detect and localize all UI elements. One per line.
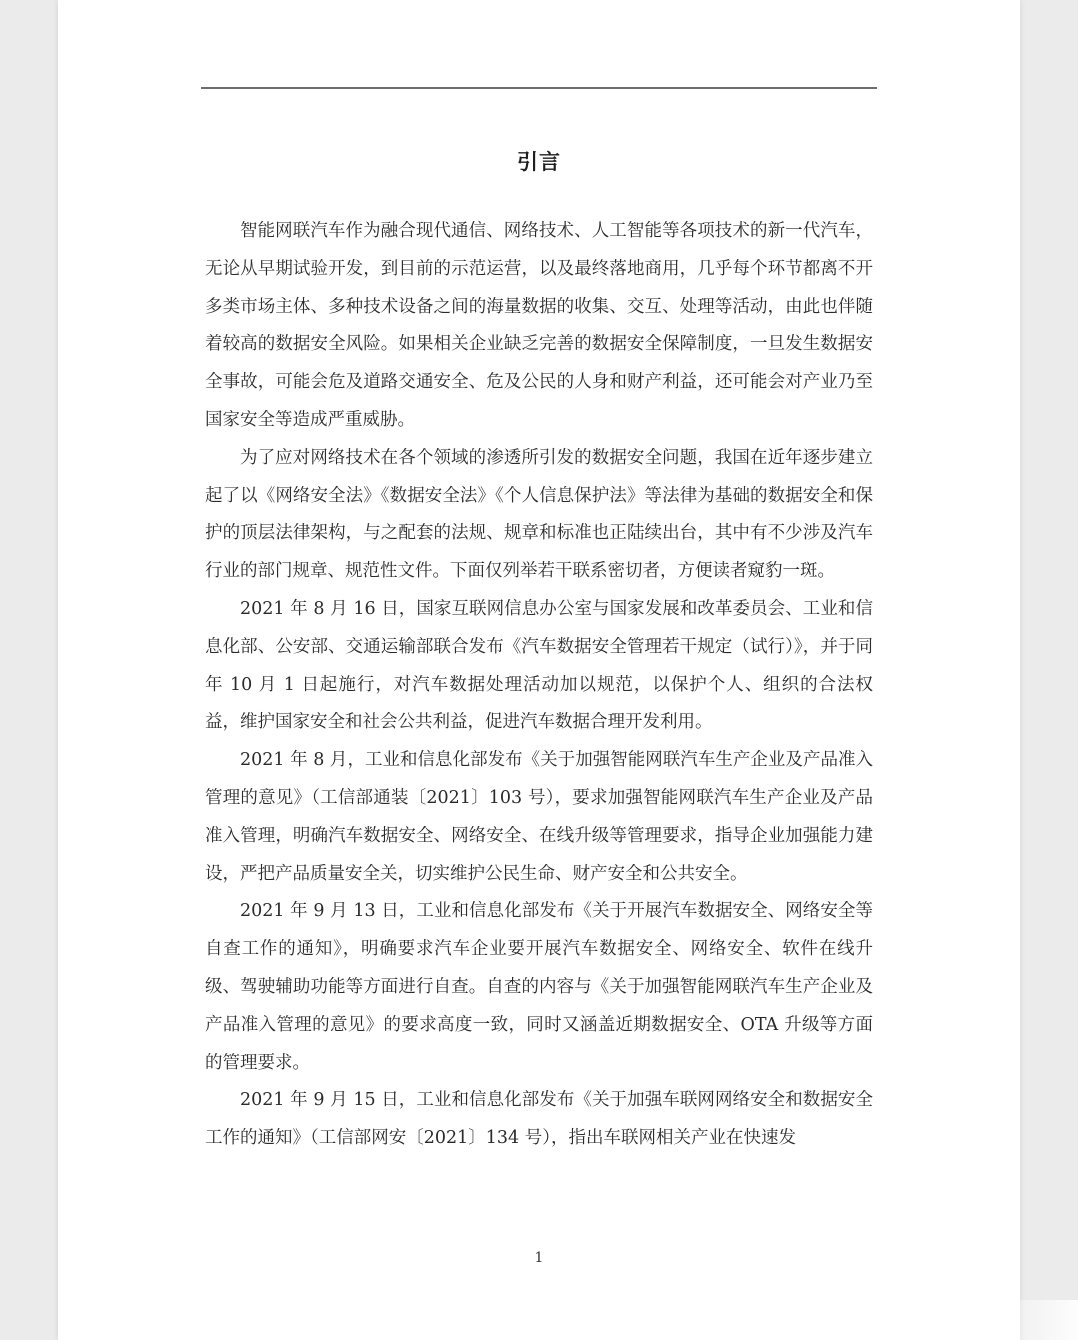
- paragraph-3: 2021 年 8 月 16 日，国家互联网信息办公室与国家发展和改革委员会、工业和信息化部、公安部、交通运输部联合发布《汽车数据安全管理若干规定（试行）》，并于同年 10 月 1 日起施行，对汽车数据处理活动加以规范，以保护个人、组织的合法权益，维护国家安全和社会公共利益，促进汽车数据合理开发利用。: [205, 598, 873, 733]
- document-page: [58, 0, 1020, 1340]
- paragraph-6: 2021 年 9 月 15 日，工业和信息化部发布《关于加强车联网网络安全和数据安全工作的通知》（工信部网安〔2021〕134 号），指出车联网相关产业在快速发: [205, 1090, 873, 1149]
- paragraph-5: 2021 年 9 月 13 日，工业和信息化部发布《关于开展汽车数据安全、网络安全等自查工作的通知》，明确要求汽车企业要开展汽车数据安全、网络安全、软件在线升级、驾驶辅助功能等方面进行自查。自查的内容与《关于加强智能网联汽车生产企业及产品准入管理的意见》的要求高度一致，同时又涵盖近期数据安全、OTA 升级等方面的管理要求。: [205, 901, 873, 1073]
- header-rule: [201, 87, 877, 89]
- page-number: 1: [534, 1250, 544, 1266]
- corner-fade: [988, 1300, 1078, 1340]
- paragraph-2: 为了应对网络技术在各个领域的渗透所引发的数据安全问题，我国在近年逐步建立起了以《网络安全法》《数据安全法》《个人信息保护法》等法律为基础的数据安全和保护的顶层法律架构，与之配套的法规、规章和标准也正陆续出台，其中有不少涉及汽车行业的部门规章、规范性文件。下面仅列举若干联系密切者，方便读者窥豹一斑。: [205, 447, 873, 582]
- paragraph-4: 2021 年 8 月，工业和信息化部发布《关于加强智能网联汽车生产企业及产品准入管理的意见》（工信部通装〔2021〕103 号），要求加强智能网联汽车生产企业及产品准入管理，明确汽车数据安全、网络安全、在线升级等管理要求，指导企业加强能力建设，严把产品质量安全关，切实维护公民生命、财产安全和公共安全。: [205, 750, 873, 884]
- section-title: 引言: [517, 150, 561, 174]
- paragraph-1: 智能网联汽车作为融合现代通信、网络技术、人工智能等各项技术的新一代汽车，无论从早期试验开发，到目前的示范运营，以及最终落地商用，几乎每个环节都离不开多类市场主体、多种技术设备之间的海量数据的收集、交互、处理等活动，由此也伴随着较高的数据安全风险。如果相关企业缺乏完善的数据安全保障制度，一旦发生数据安全事故，可能会危及道路交通安全、危及公民的人身和财产利益，还可能会对产业乃至国家安全等造成严重威胁。: [205, 221, 873, 430]
- body-text: [205, 213, 873, 1158]
